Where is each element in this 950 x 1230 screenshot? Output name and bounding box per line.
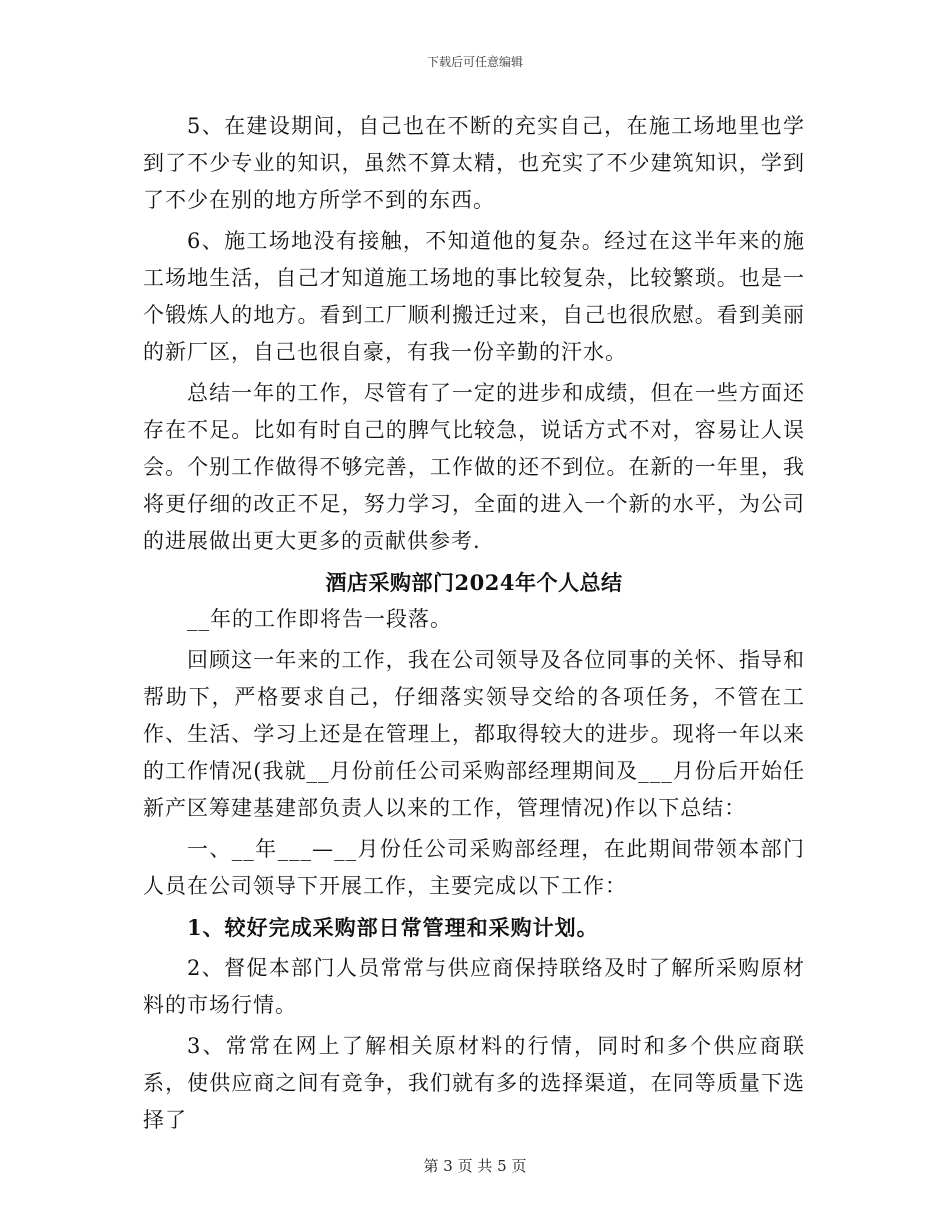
bold-list-item-1: 1、较好完成采购部日常管理和采购计划。 xyxy=(187,915,599,940)
page-footer: 第 3 页 共 5 页 xyxy=(423,1157,527,1175)
paragraph-item-5: 5、在建设期间，自己也在不断的充实自己，在施工场地里也学到了不少专业的知识，虽然不算太精，也充实了不少建筑知识，学到了不少在别的地方所学不到的东西。 xyxy=(143,114,805,212)
section-title: 酒店采购部门2024年个人总结 xyxy=(325,570,623,595)
paragraph-intro: __年的工作即将告一段落。 xyxy=(187,607,452,631)
page-header: 下载后可任意编辑 xyxy=(426,55,523,69)
document-body xyxy=(143,108,805,1143)
paragraph-review: 回顾这一年来的工作，我在公司领导及各位同事的关怀、指导和帮助下，严格要求自己，仔细落实领导交给的各项任务，不管在工作、生活、学习上还是在管理上，都取得较大的进步。现将一年以来的工作情况(我就__月份前任公司采购部经理期间及___月份后开始任新产区筹建基建部负责人以来的工作，管理情况)作以下总结： xyxy=(143,648,805,820)
paragraph-summary: 总结一年的工作，尽管有了一定的进步和成绩，但在一些方面还存在不足。比如有时自己的脾气比较急，说话方式不对，容易让人误会。个别工作做得不够完善，工作做的还不到位。在新的一年里，我将更仔细的改正不足，努力学习，全面的进入一个新的水平，为公司的进展做出更大更多的贡献供参考. xyxy=(143,381,805,553)
list-item-2: 2、督促本部门人员常常与供应商保持联络及时了解所采购原材料的市场行情。 xyxy=(143,956,805,1017)
paragraph-section-one: 一、__年___—__月份任公司采购部经理，在此期间带领本部门人员在公司领导下开展工作，主要完成以下工作： xyxy=(143,837,805,898)
list-item-3: 3、常常在网上了解相关原材料的行情，同时和多个供应商联系，使供应商之间有竞争，我们就有多的选择渠道，在同等质量下选择了 xyxy=(143,1034,805,1132)
paragraph-item-6: 6、施工场地没有接触，不知道他的复杂。经过在这半年来的施工场地生活，自己才知道施工场地的事比较复杂，比较繁琐。也是一个锻炼人的地方。看到工厂顺利搬迁过来，自己也很欣慰。看到美丽的新厂区，自己也很自豪，有我一份辛勤的汗水。 xyxy=(143,229,805,364)
